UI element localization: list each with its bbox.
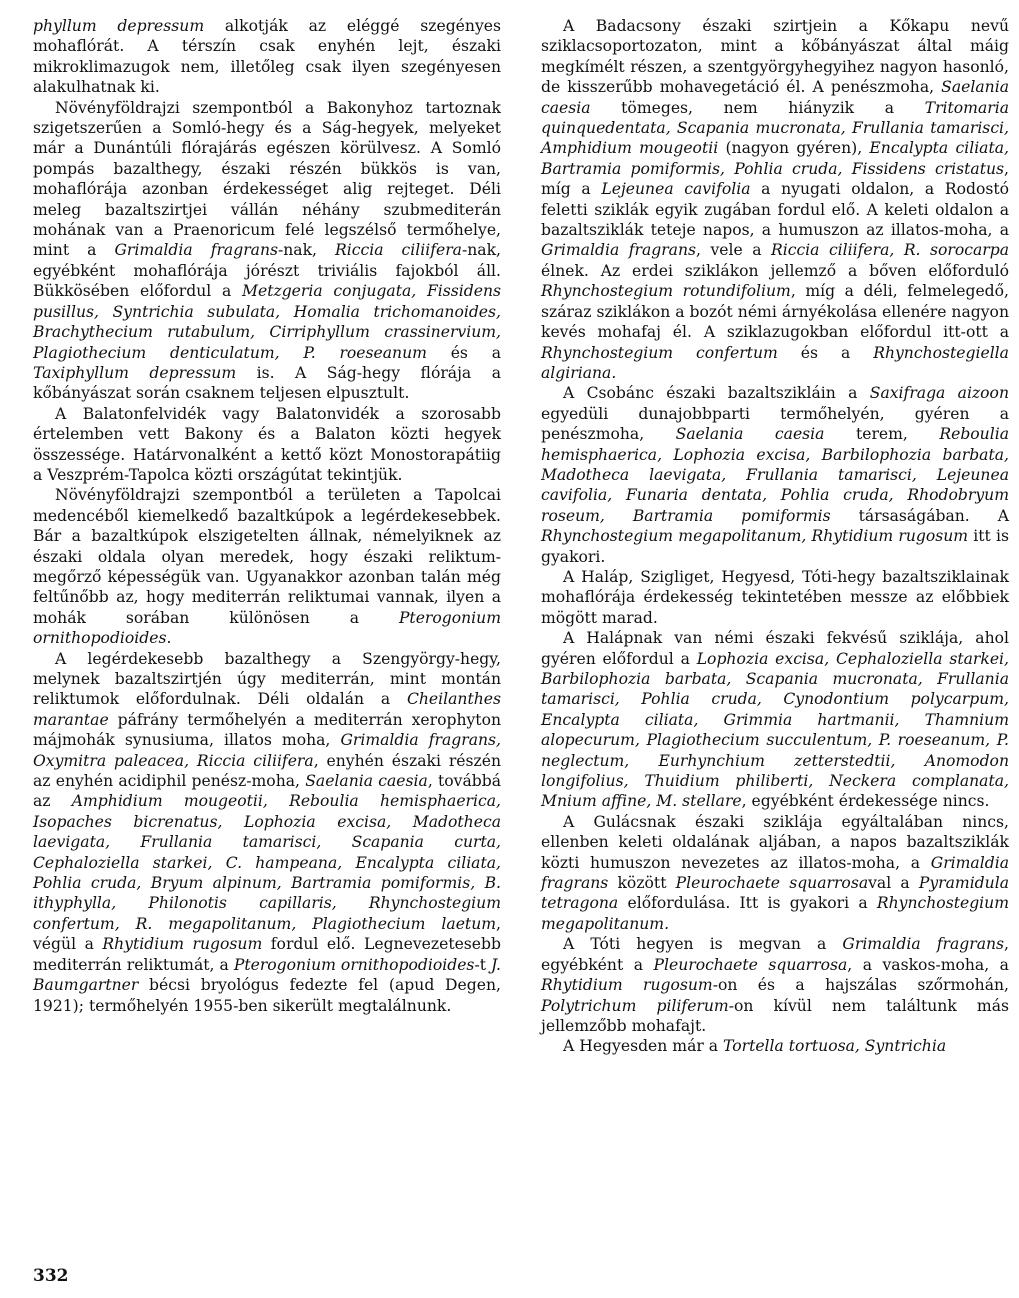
paragraph: A Balatonfelvidék vagy Balatonvidék a szorosabb értelemben vett Bakony és a Balaton közti hegyek összessége. Határvonalként a kettő közt Monostorapátiig a Veszprém-Tapolca közti országútat tekintjük. [33,404,501,484]
paragraph: A Tóti hegyen is megvan a Grimaldia fragrans, egyébként a Pleurochaete squarrosa, a vaskos-moha, a Rhytidium rugosum-on és a hajszálas szőrmohán, Polytrichum piliferum-on kívül nem találtunk más jellemzőbb mohafajt. [541,935,1010,1035]
paragraph: A Badacsony északi szirtjein a Kőkapu nevű sziklacsoportozaton, mint a kőbányászat által máig megkímélt részen, a szentgyörgyhegyihez nagyon hasonló, de kisszerűbb mohavegetáció él. A penészmoha, Saelania caesia tömeges, nem hiányzik a Tritomaria quinquedentata, Scapania mucronata, Frullania tamarisci, Amphidium mougeotii (nagyon gyéren), Encalypta ciliata, Bartramia pomiformis, Pohlia cruda, Fissidens cristatus, míg a Lejeunea cavifolia a nyugati oldalon, a Rodostó feletti sziklák egyik zugában fordul elő. A keleti oldalon a bazaltsziklák teteje napos, a humuszon az illatos-moha, a Grimaldia fragrans, vele a Riccia ciliifera, R. sorocarpa élnek. Az erdei sziklákon jellemző a bőven előforduló Rhynchostegium rotundifolium, míg a déli, felmelegedő, száraz sziklákon a bozót némi árnyékolása ellenére nagyon kevés mohafaj él. A sziklazugokban előfordul itt-ott a Rhynchostegium confertum és a Rhynchostegiella algiriana. [541,17,1010,382]
page-number: 332 [33,1266,69,1286]
right-column [541,16,1009,1057]
paragraph: A Gulácsnak északi sziklája egyáltalában nincs, ellenben keleti oldalának aljában, a napos bazaltsziklák közti humuszon nevezetes az illatos-moha, a Grimaldia fragrans között Pleurochaete squarrosaval a Pyramidula tetragona előfordulása. Itt is gyakori a Rhynchostegium megapolitanum. [541,812,1009,933]
left-column [33,16,501,1016]
paragraph: A legérdekesebb bazalthegy a Szengyörgy-hegy, melynek bazaltszirtjén úgy mediterrán, mint montán reliktumok előfordulnak. Déli oldalán a Cheilanthes marantae páfrány termőhelyén a mediterrán xerophyton májmohák synusiuma, illatos moha, Grimaldia fragrans, Oxymitra paleacea, Riccia ciliifera, enyhén északi részén az enyhén acidiphil penész-moha, Saelania caesia, továbbá az Amphidium mougeotii, Reboulia hemisphaerica, Isopaches bicrenatus, Lophozia excisa, Madotheca laevigata, Frullania tamarisci, Scapania curta, Cephaloziella starkei, C. hampeana, Encalypta ciliata, Pohlia cruda, Bryum alpinum, Bartramia pomiformis, B. ithyphylla, Philonotis capillaris, Rhynchostegium confertum, R. megapolitanum, Plagiothecium laetum, végül a Rhytidium rugosum fordul elő. Legnevezetesebb mediterrán reliktumát, a Pterogonium ornithopodioides-t J. Baumgartner bécsi bryológus fedezte fel (apud Degen, 1921); termőhelyén 1955-ben sikerült megtalálnunk. [33,649,502,1015]
paragraph: phyllum depressum alkotják az eléggé szegényes mohaflórát. A térszín csak enyhén lejt, északi mikroklimazugok nem, illetőleg csak ilyen szegényesen alakulhatnak ki. [33,17,501,97]
paragraph: Növényföldrajzi szempontból a Bakonyhoz tartoznak szigetszerűen a Somló-hegy és a Ság-hegyek, melyeket már a Dunántúli flórajárás egészen körülvesz. A Somló pompás bazalthegy, északi részén bükkös is van, mohaflórája azonban érdekességet alig rejteget. Déli meleg bazaltszirtjei vállán néhány szubmediterán mohának van a Praenoricum felé legszélső termőhelye, mint a Grimaldia fragrans-nak, Riccia ciliifera-nak, egyébként mohaflórája jórészt triviális fajokból áll. Bükkösében előfordul a Metzgeria conjugata, Fissidens pusillus, Syntrichia subulata, Homalia trichomanoides, Brachythecium rutabulum, Cirriphyllum crassinervium, Plagiothecium denticulatum, P. roeseanum és a Taxiphyllum depressum is. A Ság-hegy flórája a kőbányászat során csaknem teljesen elpusztult. [33,98,502,403]
paragraph: Növényföldrajzi szempontból a területen a Tapolcai medencéből kiemelkedő bazaltkúpok a legérdekesebbek. Bár a bazaltkúpok elszigetelten állnak, némelyiknek az északi oldala olyan meredek, hogy északi reliktum-megőrző képességük van. Ugyanakkor azonban talán még feltűnőbb az, hogy mediterrán reliktumai vannak, ilyen a mohák sorában különösen a Pterogonium ornithopodioides. [33,486,501,648]
paragraph: A Haláp, Szigliget, Hegyesd, Tóti-hegy bazaltsziklainak mohaflórája érdekesség tekintetében messze az előbbiek mögött marad. [541,567,1009,627]
paragraph: A Halápnak van némi északi fekvésű sziklája, ahol gyéren előfordul a Lophozia excisa, Cephaloziella starkei, Barbilophozia barbata, Scapania mucronata, Frullania tamarisci, Pohlia cruda, Cynodontium polycarpum, Encalypta ciliata, Grimmia hartmanii, Thamnium alopecurum, Plagiothecium succulentum, P. roeseanum, P. neglectum, Eurhynchium zetterstedtii, Anomodon longifolius, Thuidium philiberti, Neckera complanata, Mnium affine, M. stellare, egyébként érdekessége nincs. [541,629,1009,811]
paragraph: A Csobánc északi bazaltszikláin a Saxifraga aizoon egyedüli dunajobbparti termőhelyén, gyéren a penészmoha, Saelania caesia terem, Reboulia hemisphaerica, Lophozia excisa, Barbilophozia barbata, Madotheca laevigata, Frullania tamarisci, Lejeunea cavifolia, Funaria dentata, Pohlia cruda, Rhodobryum roseum, Bartramia pomiformis társaságában. A Rhynchostegium megapolitanum, Rhytidium rugosum itt is gyakori. [541,384,1009,566]
paragraph: A Hegyesden már a Tortella tortuosa, Syntrichia [563,1037,947,1056]
